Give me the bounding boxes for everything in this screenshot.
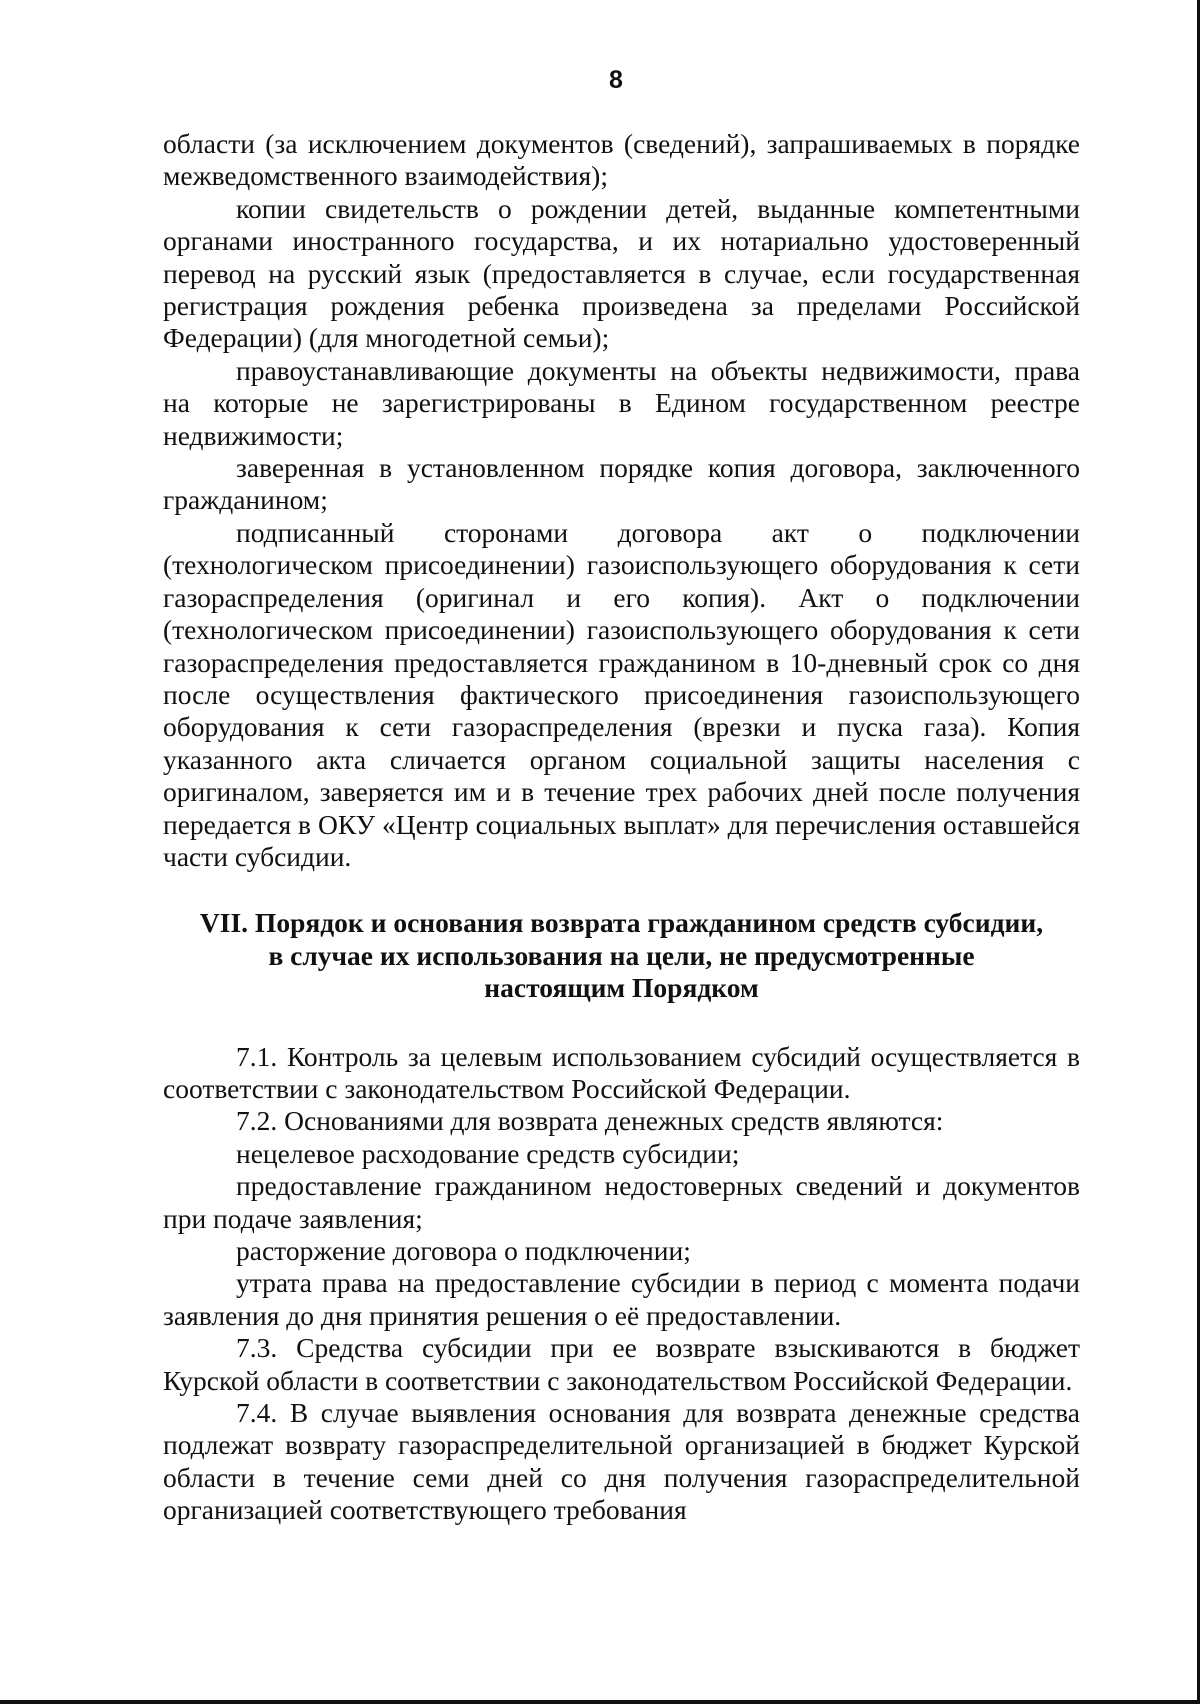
paragraph: 7.3. Средства субсидии при ее возврате взыскиваются в бюджет Курской области в соответствии с законодательством Российской Федерации. (163, 1332, 1080, 1396)
paragraph: области (за исключением документов (сведений), запрашиваемых в порядке межведомственного взаимодействия); (163, 128, 1080, 192)
paragraph: 7.2. Основаниями для возврата денежных средств являются: (236, 1105, 944, 1137)
page-number: 8 (609, 66, 623, 94)
paragraph: заверенная в установленном порядке копия договора, заключенного гражданином; (163, 452, 1080, 516)
section-heading-line: настоящим Порядком (484, 972, 759, 1004)
paragraph: нецелевое расходование средств субсидии; (236, 1137, 740, 1169)
section-heading-line: VII. Порядок и основания возврата гражданином средств субсидии, (199, 907, 1044, 939)
paragraph: 7.4. В случае выявления основания для возврата денежные средства подлежат возврату газораспределительной организацией в бюджет Курской области в течение семи дней со дня получения газораспределительной организацией соответствующего требования (163, 1397, 1080, 1526)
paragraph: расторжение договора о подключении; (236, 1235, 691, 1266)
document-body (163, 128, 1080, 1527)
paragraphs-before-heading (163, 128, 1080, 873)
paragraph: утрата права на предоставление субсидии в период с момента подачи заявления до дня принятия решения о её предоставлении. (163, 1267, 1080, 1331)
paragraph: предоставление гражданином недостоверных сведений и документов при подаче заявления; (163, 1170, 1080, 1234)
section-heading (163, 907, 1080, 1004)
paragraph: 7.1. Контроль за целевым использованием субсидий осуществляется в соответствии с законодательством Российской Федерации. (163, 1040, 1080, 1104)
paragraph: подписанный сторонами договора акт о подключении (технологическом присоединении) газоиспользующего оборудования к сети газораспределения (оригинал и его копия). Акт о подключении (технологическом присоединении) газоиспользующего оборудования к сети газораспределения предоставляется гражданином в 10-дневный срок со дня после осуществления фактического присоединения газоиспользующего оборудования к сети газораспределения (врезки и пуска газа). Копия указанного акта сличается органом социальной защиты населения с оригиналом, заверяется им и в течение трех рабочих дней после получения передается в ОКУ «Центр социальных выплат» для перечисления оставшейся части субсидии. (163, 516, 1080, 872)
scan-bottom-edge (0, 1700, 1200, 1704)
section-heading-line: в случае их использования на цели, не предусмотренные (268, 939, 975, 971)
paragraphs-after-heading (163, 1041, 1080, 1527)
paragraph: правоустанавливающие документы на объекты недвижимости, права на которые не зарегистрированы в Едином государственном реестре недвижимости; (163, 354, 1080, 451)
paragraph: копии свидетельств о рождении детей, выданные компетентными органами иностранного государства, и их нотариально удостоверенный перевод на русский язык (предоставляется в случае, если государственная регистрация рождения ребенка произведена за пределами Российской Федерации) (для многодетной семьи); (163, 192, 1080, 354)
